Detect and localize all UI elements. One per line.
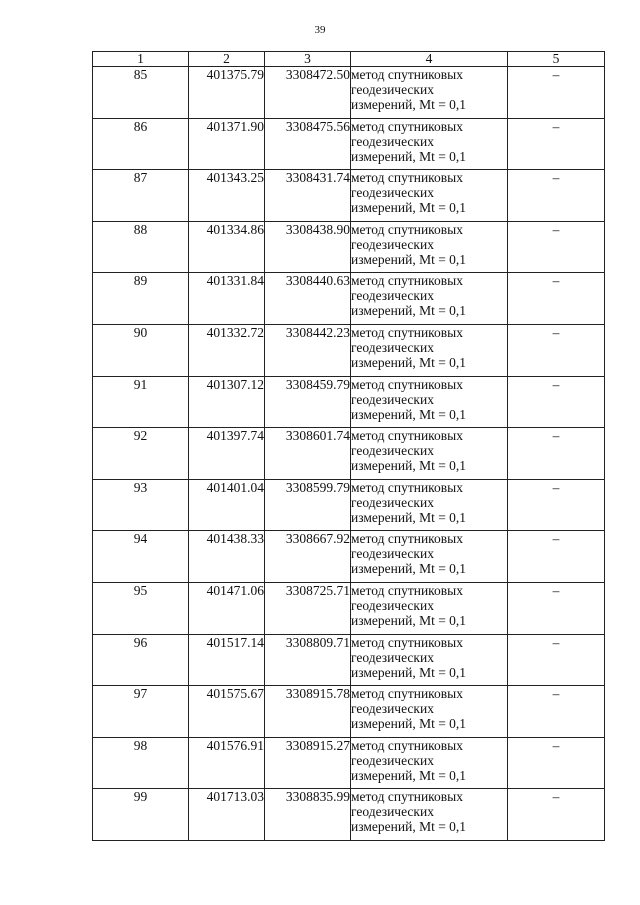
description-cell: – xyxy=(508,737,605,789)
method-line: метод спутниковых xyxy=(351,428,463,444)
method-line: измерений, Mt = 0,1 xyxy=(351,251,467,267)
table-row xyxy=(93,479,605,531)
description-cell: – xyxy=(508,170,605,222)
method-line: измерений, Mt = 0,1 xyxy=(351,406,467,422)
method-cell xyxy=(351,221,508,273)
method-line: измерений, Mt = 0,1 xyxy=(351,354,467,370)
point-number: 91 xyxy=(93,376,189,428)
coordinate-x: 401332.72 xyxy=(189,324,265,376)
point-number: 89 xyxy=(93,273,189,325)
table-row xyxy=(93,789,605,841)
method-line: измерений, Mt = 0,1 xyxy=(351,148,467,164)
method-line: измерений, Mt = 0,1 xyxy=(351,664,467,680)
method-line: геодезических xyxy=(351,133,434,149)
coordinate-y: 3308725.71 xyxy=(265,582,351,634)
method-line: метод спутниковых xyxy=(351,118,463,134)
point-number: 96 xyxy=(93,634,189,686)
coordinate-y: 3308915.78 xyxy=(265,686,351,738)
coordinate-y: 3308442.23 xyxy=(265,324,351,376)
method-line: метод спутниковых xyxy=(351,67,463,82)
method-line: измерений, Mt = 0,1 xyxy=(351,561,467,577)
method-line: метод спутниковых xyxy=(351,324,463,340)
method-cell xyxy=(351,686,508,738)
point-number: 87 xyxy=(93,170,189,222)
method-cell xyxy=(351,67,508,119)
point-number: 93 xyxy=(93,479,189,531)
point-number: 90 xyxy=(93,324,189,376)
point-number: 98 xyxy=(93,737,189,789)
method-line: геодезических xyxy=(351,185,434,201)
method-line: измерений, Mt = 0,1 xyxy=(351,716,467,732)
description-cell: – xyxy=(508,582,605,634)
coordinate-y: 3308835.99 xyxy=(265,789,351,841)
coordinate-y: 3308438.90 xyxy=(265,221,351,273)
coordinate-y: 3308475.56 xyxy=(265,118,351,170)
description-cell: – xyxy=(508,531,605,583)
method-cell xyxy=(351,531,508,583)
method-line: метод спутниковых xyxy=(351,686,463,702)
page-number: 39 xyxy=(314,24,326,36)
method-line: измерений, Mt = 0,1 xyxy=(351,767,467,783)
method-line: геодезических xyxy=(351,494,434,510)
method-line: геодезических xyxy=(351,752,434,768)
table-row xyxy=(93,634,605,686)
method-line: измерений, Mt = 0,1 xyxy=(351,612,467,628)
table-row xyxy=(93,324,605,376)
method-line: измерений, Mt = 0,1 xyxy=(351,819,467,835)
description-cell: – xyxy=(508,479,605,531)
table-row xyxy=(93,376,605,428)
method-line: измерений, Mt = 0,1 xyxy=(351,303,467,319)
point-number: 99 xyxy=(93,789,189,841)
method-line: геодезических xyxy=(351,546,434,562)
table-row xyxy=(93,273,605,325)
method-cell xyxy=(351,582,508,634)
table-row xyxy=(93,170,605,222)
method-line: измерений, Mt = 0,1 xyxy=(351,509,467,525)
method-line: метод спутниковых xyxy=(351,531,463,547)
method-line: геодезических xyxy=(351,236,434,252)
method-line: метод спутниковых xyxy=(351,376,463,392)
method-line: метод спутниковых xyxy=(351,170,463,186)
coordinate-y: 3308667.92 xyxy=(265,531,351,583)
point-number: 92 xyxy=(93,428,189,480)
point-number: 85 xyxy=(93,67,189,119)
method-cell xyxy=(351,324,508,376)
method-line: геодезических xyxy=(351,701,434,717)
coordinates-table xyxy=(92,51,605,841)
table-row xyxy=(93,531,605,583)
coordinate-x: 401331.84 xyxy=(189,273,265,325)
method-line: метод спутниковых xyxy=(351,479,463,495)
description-cell: – xyxy=(508,324,605,376)
table-row xyxy=(93,67,605,119)
description-cell: – xyxy=(508,789,605,841)
coordinate-x: 401307.12 xyxy=(189,376,265,428)
coordinate-x: 401576.91 xyxy=(189,737,265,789)
method-cell xyxy=(351,118,508,170)
description-cell: – xyxy=(508,686,605,738)
point-number: 97 xyxy=(93,686,189,738)
table-row xyxy=(93,737,605,789)
method-line: измерений, Mt = 0,1 xyxy=(351,200,467,216)
coordinate-x: 401401.04 xyxy=(189,479,265,531)
point-number: 95 xyxy=(93,582,189,634)
coordinate-x: 401575.67 xyxy=(189,686,265,738)
method-line: геодезических xyxy=(351,391,434,407)
table-row xyxy=(93,686,605,738)
table-row xyxy=(93,221,605,273)
method-cell xyxy=(351,428,508,480)
description-cell: – xyxy=(508,376,605,428)
method-line: геодезических xyxy=(351,597,434,613)
coordinate-y: 3308459.79 xyxy=(265,376,351,428)
method-line: геодезических xyxy=(351,443,434,459)
method-line: измерений, Mt = 0,1 xyxy=(351,97,467,112)
method-cell xyxy=(351,273,508,325)
coordinate-x: 401713.03 xyxy=(189,789,265,841)
point-number: 86 xyxy=(93,118,189,170)
point-number: 88 xyxy=(93,221,189,273)
description-cell: – xyxy=(508,634,605,686)
method-line: геодезических xyxy=(351,804,434,820)
coordinate-x: 401438.33 xyxy=(189,531,265,583)
method-line: метод спутниковых xyxy=(351,737,463,753)
method-line: метод спутниковых xyxy=(351,273,463,289)
description-cell: – xyxy=(508,67,605,119)
method-line: метод спутниковых xyxy=(351,789,463,805)
table-row xyxy=(93,582,605,634)
method-line: геодезических xyxy=(351,649,434,665)
method-line: геодезических xyxy=(351,82,434,97)
method-cell xyxy=(351,376,508,428)
table-header-row xyxy=(93,52,605,67)
coordinate-y: 3308915.27 xyxy=(265,737,351,789)
description-cell: – xyxy=(508,221,605,273)
method-line: геодезических xyxy=(351,288,434,304)
coordinate-y: 3308472.50 xyxy=(265,67,351,119)
coordinate-y: 3308440.63 xyxy=(265,273,351,325)
coordinate-x: 401397.74 xyxy=(189,428,265,480)
column-header: 2 xyxy=(189,52,265,67)
coordinate-x: 401334.86 xyxy=(189,221,265,273)
coordinate-x: 401343.25 xyxy=(189,170,265,222)
point-number: 94 xyxy=(93,531,189,583)
description-cell: – xyxy=(508,118,605,170)
method-line: геодезических xyxy=(351,339,434,355)
coordinate-x: 401517.14 xyxy=(189,634,265,686)
method-line: метод спутниковых xyxy=(351,634,463,650)
table-row xyxy=(93,428,605,480)
coordinate-y: 3308809.71 xyxy=(265,634,351,686)
column-header: 3 xyxy=(265,52,351,67)
coordinate-y: 3308431.74 xyxy=(265,170,351,222)
method-cell xyxy=(351,479,508,531)
method-cell xyxy=(351,789,508,841)
coordinate-x: 401375.79 xyxy=(189,67,265,119)
coordinate-y: 3308601.74 xyxy=(265,428,351,480)
column-header: 4 xyxy=(351,52,508,67)
description-cell: – xyxy=(508,428,605,480)
method-cell xyxy=(351,634,508,686)
method-line: метод спутниковых xyxy=(351,221,463,237)
coordinate-y: 3308599.79 xyxy=(265,479,351,531)
table-row xyxy=(93,118,605,170)
method-cell xyxy=(351,737,508,789)
coordinate-x: 401471.06 xyxy=(189,582,265,634)
column-header: 5 xyxy=(508,52,605,67)
method-line: измерений, Mt = 0,1 xyxy=(351,458,467,474)
method-cell xyxy=(351,170,508,222)
method-line: метод спутниковых xyxy=(351,582,463,598)
column-header: 1 xyxy=(93,52,189,67)
description-cell: – xyxy=(508,273,605,325)
coordinate-x: 401371.90 xyxy=(189,118,265,170)
